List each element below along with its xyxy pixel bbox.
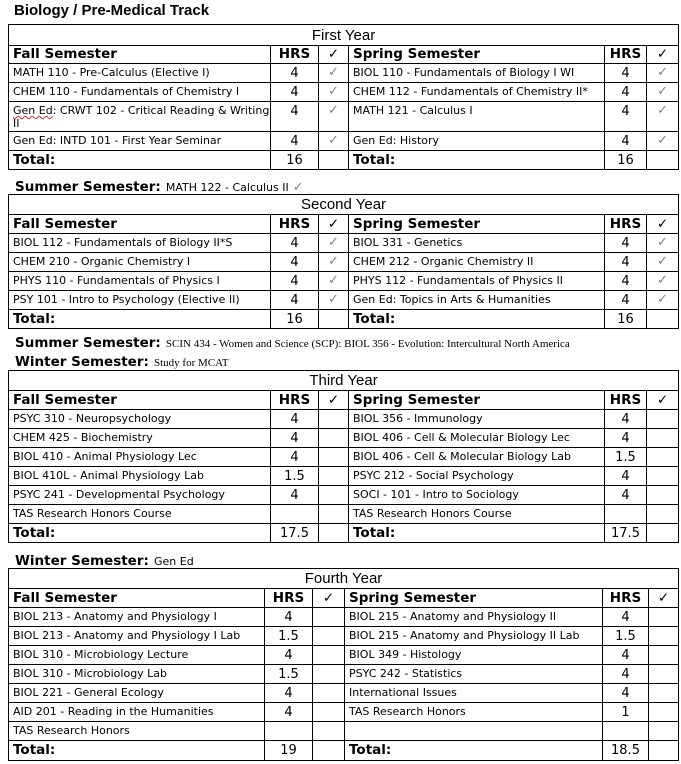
table-row [9,83,679,102]
table-row [9,253,679,272]
hrs-header: HRS [271,46,319,64]
fall-hours: 4 [271,410,319,429]
hrs-header: HRS [605,46,647,64]
second-year-table [8,194,679,329]
check-mark: ✓ [319,132,349,151]
spring-hours [603,722,649,741]
check-mark [649,646,679,665]
table-row [9,505,679,524]
table-row [9,722,679,741]
year-title: Third Year [9,371,679,391]
spring-hours: 4 [605,467,647,486]
fall-hours: 4 [271,429,319,448]
table-row [9,665,679,684]
spring-hours: 4 [605,253,647,272]
fall-course: BIOL 310 - Microbiology Lab [9,665,265,684]
check-mark [313,665,345,684]
spring-course: BIOL 331 - Genetics [349,234,605,253]
spring-hours: 1 [603,703,649,722]
table-row [9,102,679,132]
fall-hours: 4 [271,272,319,291]
table-row [9,64,679,83]
table-row [9,132,679,151]
spring-course: SOCI - 101 - Intro to Sociology [349,486,605,505]
fall-course: PSYC 241 - Developmental Psychology [9,486,271,505]
fall-course: BIOL 410L - Animal Physiology Lab [9,467,271,486]
check-mark [647,429,679,448]
fall-hours: 4 [265,646,313,665]
empty-cell [647,151,679,170]
spring-course: CHEM 112 - Fundamentals of Chemistry II* [349,83,605,102]
check-mark [313,608,345,627]
table-row [9,429,679,448]
check-mark [319,410,349,429]
fall-header: Fall Semester [9,215,271,234]
spring-course: TAS Research Honors [345,703,603,722]
spring-course: BIOL 215 - Anatomy and Physiology II Lab [345,627,603,646]
spring-hours: 4 [605,486,647,505]
fall-total-value: 16 [271,310,319,329]
total-row [9,151,679,170]
fall-course: BIOL 213 - Anatomy and Physiology I Lab [9,627,265,646]
table-row [9,448,679,467]
spring-course: PHYS 112 - Fundamentals of Physics II [349,272,605,291]
spring-hours: 4 [605,102,647,132]
spring-course: BIOL 356 - Immunology [349,410,605,429]
fall-course: CHEM 425 - Biochemistry [9,429,271,448]
fall-header: Fall Semester [9,46,271,64]
check-mark [647,486,679,505]
check-mark: ✓ [319,291,349,310]
hrs-header: HRS [271,391,319,410]
spring-header: Spring Semester [345,589,603,608]
table-row [9,467,679,486]
check-mark [649,627,679,646]
summer-semester-2 [15,332,570,351]
spring-hours: 1.5 [605,448,647,467]
spring-hours: 1.5 [603,627,649,646]
check-header: ✓ [319,391,349,410]
fall-course: BIOL 112 - Fundamentals of Biology II*S [9,234,271,253]
spring-total-value: 16 [605,151,647,170]
spring-course: BIOL 406 - Cell & Molecular Biology Lab [349,448,605,467]
summer-label: Summer Semester: [15,335,161,351]
fall-hours: 4 [271,102,319,132]
spring-hours: 4 [605,234,647,253]
fall-hours: 4 [271,448,319,467]
check-mark [319,429,349,448]
fall-total-value: 19 [265,741,313,761]
fall-course: CHEM 210 - Organic Chemistry I [9,253,271,272]
summer-semester-1 [15,176,304,195]
fall-hours: 4 [271,486,319,505]
check-header: ✓ [313,589,345,608]
fall-total-value: 17.5 [271,524,319,543]
check-mark [319,486,349,505]
check-mark [647,467,679,486]
spring-total-label: Total: [349,310,605,329]
check-mark [313,703,345,722]
spring-hours: 4 [603,608,649,627]
fall-hours: 4 [265,684,313,703]
spring-course: PSYC 212 - Social Psychology [349,467,605,486]
fall-total-label: Total: [9,151,271,170]
year-title: First Year [9,25,679,46]
fall-total-label: Total: [9,524,271,543]
table-row [9,234,679,253]
check-header: ✓ [647,46,679,64]
spring-hours: 4 [605,272,647,291]
table-row [9,703,679,722]
table-row [9,272,679,291]
check-mark [319,505,349,524]
check-mark [313,627,345,646]
total-row [9,524,679,543]
check-mark: ✓ [319,102,349,132]
fall-course [9,102,271,132]
table-row [9,410,679,429]
fall-course: BIOL 410 - Animal Physiology Lec [9,448,271,467]
winter-label: Winter Semester: [15,354,149,370]
fall-course: MATH 110 - Pre-Calculus (Elective I) [9,64,271,83]
summer-value: MATH 122 - Calculus II [165,181,289,194]
check-mark [649,684,679,703]
spring-course: TAS Research Honors Course [349,505,605,524]
spring-course: BIOL 110 - Fundamentals of Biology I WI [349,64,605,83]
fall-course: BIOL 310 - Microbiology Lecture [9,646,265,665]
spring-total-value: 16 [605,310,647,329]
year-title: Second Year [9,195,679,215]
winter-value: Study for MCAT [154,357,229,369]
first-year-table [8,24,679,170]
check-mark [313,684,345,703]
check-header: ✓ [319,46,349,64]
fall-header: Fall Semester [9,391,271,410]
spring-header: Spring Semester [349,215,605,234]
total-row [9,741,679,761]
empty-cell [313,741,345,761]
check-mark [313,646,345,665]
check-mark: ✓ [647,272,679,291]
check-mark: ✓ [647,102,679,132]
fall-hours [271,505,319,524]
table-row [9,291,679,310]
table-row [9,608,679,627]
total-row [9,310,679,329]
table-row [9,646,679,665]
spring-header: Spring Semester [349,46,605,64]
spring-hours: 4 [605,132,647,151]
spring-course: Gen Ed: History [349,132,605,151]
fall-total-label: Total: [9,310,271,329]
fall-total-label: Total: [9,741,265,761]
table-row [9,627,679,646]
check-mark [649,608,679,627]
third-year-table [8,370,679,543]
empty-cell [647,524,679,543]
empty-cell [649,741,679,761]
spring-hours: 4 [605,410,647,429]
winter-semester-2 [15,550,194,569]
fall-hours: 1.5 [271,467,319,486]
spring-hours: 4 [603,646,649,665]
check-mark [647,505,679,524]
spring-course [345,722,603,741]
winter-semester-1 [15,351,229,370]
fall-hours [265,722,313,741]
page-title: Biology / Pre-Medical Track [14,2,210,19]
check-mark [649,722,679,741]
fall-hours: 1.5 [265,627,313,646]
hrs-header: HRS [605,215,647,234]
check-mark: ✓ [319,253,349,272]
spring-total-value: 17.5 [605,524,647,543]
fall-course: BIOL 213 - Anatomy and Physiology I [9,608,265,627]
spring-header: Spring Semester [349,391,605,410]
spring-total-value: 18.5 [603,741,649,761]
empty-cell [319,151,349,170]
spring-total-label: Total: [349,524,605,543]
summer-value: SCIN 434 - Women and Science (SCP): BIOL 356 - Evolution: Intercultural North America [165,338,570,350]
empty-cell [319,524,349,543]
fall-total-value: 16 [271,151,319,170]
empty-cell [647,310,679,329]
fall-course: CHEM 110 - Fundamentals of Chemistry I [9,83,271,102]
spring-course: CHEM 212 - Organic Chemistry II [349,253,605,272]
winter-value: Gen Ed [154,555,194,568]
fall-course: PSY 101 - Intro to Psychology (Elective II) [9,291,271,310]
check-header: ✓ [319,215,349,234]
spring-hours: 4 [605,64,647,83]
check-mark: ✓ [647,234,679,253]
fall-hours: 4 [271,234,319,253]
check-mark: ✓ [319,64,349,83]
spring-course: International Issues [345,684,603,703]
summer-label: Summer Semester: [15,179,161,195]
fall-hours: 4 [265,703,313,722]
hrs-header: HRS [271,215,319,234]
fall-hours: 1.5 [265,665,313,684]
spring-course: BIOL 215 - Anatomy and Physiology II [345,608,603,627]
table-row [9,684,679,703]
fall-course: BIOL 221 - General Ecology [9,684,265,703]
fall-course: TAS Research Honors Course [9,505,271,524]
fall-hours: 4 [271,253,319,272]
check-header: ✓ [649,589,679,608]
spring-total-label: Total: [349,151,605,170]
spring-course: BIOL 349 - Histology [345,646,603,665]
spring-course: BIOL 406 - Cell & Molecular Biology Lec [349,429,605,448]
check-mark [319,448,349,467]
fall-hours: 4 [271,132,319,151]
spring-hours: 4 [603,684,649,703]
fall-course: AID 201 - Reading in the Humanities [9,703,265,722]
hrs-header: HRS [603,589,649,608]
empty-cell [319,310,349,329]
fall-hours: 4 [265,608,313,627]
check-header: ✓ [647,391,679,410]
fall-course-rest: : CRWT 102 - Critical Reading & Writing II [13,104,270,130]
check-mark [647,410,679,429]
check-mark: ✓ [292,180,304,195]
check-mark: ✓ [319,272,349,291]
spring-course: Gen Ed: Topics in Arts & Humanities [349,291,605,310]
check-mark [319,467,349,486]
fall-header: Fall Semester [9,589,265,608]
fall-course: PSYC 310 - Neuropsychology [9,410,271,429]
check-mark: ✓ [319,234,349,253]
fall-course: PHYS 110 - Fundamentals of Physics I [9,272,271,291]
spring-hours: 4 [605,83,647,102]
check-mark: ✓ [647,83,679,102]
check-mark [649,703,679,722]
spring-hours: 4 [605,429,647,448]
table-row [9,486,679,505]
check-mark [313,722,345,741]
check-mark: ✓ [647,64,679,83]
fall-course: TAS Research Honors [9,722,265,741]
winter-label: Winter Semester: [15,553,149,569]
fall-hours: 4 [271,64,319,83]
check-mark [647,448,679,467]
check-header: ✓ [647,215,679,234]
hrs-header: HRS [605,391,647,410]
hrs-header: HRS [265,589,313,608]
spring-hours [605,505,647,524]
spellcheck-word: Gen Ed [13,104,53,117]
year-title: Fourth Year [9,569,679,589]
spring-course: PSYC 242 - Statistics [345,665,603,684]
spring-hours: 4 [603,665,649,684]
fall-hours: 4 [271,83,319,102]
fall-course: Gen Ed: INTD 101 - First Year Seminar [9,132,271,151]
check-mark [649,665,679,684]
check-mark: ✓ [647,253,679,272]
check-mark: ✓ [647,291,679,310]
fourth-year-table [8,568,679,761]
spring-total-label: Total: [345,741,603,761]
fall-hours: 4 [271,291,319,310]
spring-hours: 4 [605,291,647,310]
check-mark: ✓ [647,132,679,151]
spring-course: MATH 121 - Calculus I [349,102,605,132]
check-mark: ✓ [319,83,349,102]
